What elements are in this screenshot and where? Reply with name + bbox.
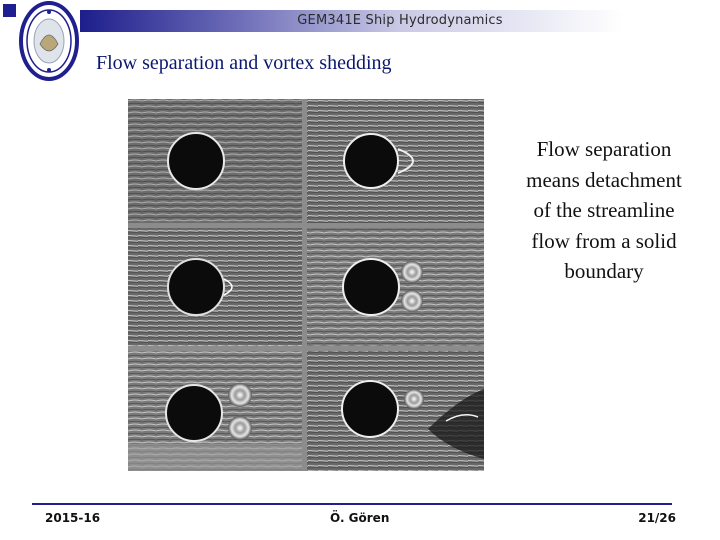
university-seal-logo xyxy=(18,0,80,82)
corner-square-marker xyxy=(3,4,16,17)
footer-page-number: 21/26 xyxy=(638,511,676,525)
footer-year: 2015-16 xyxy=(45,511,101,525)
header-bar xyxy=(80,10,720,32)
flow-separation-definition: Flow separation means detachment of the streamline flow from a solid boundary xyxy=(526,137,682,283)
footer-author: Ö. Gören xyxy=(330,511,390,525)
slide-title: Flow separation and vortex shedding xyxy=(96,52,392,74)
flow-visualization-photo xyxy=(128,99,484,471)
footer-divider xyxy=(32,503,672,505)
flow-panels-graphic xyxy=(128,99,484,471)
course-title: GEM341E Ship Hydrodynamics xyxy=(297,13,503,28)
